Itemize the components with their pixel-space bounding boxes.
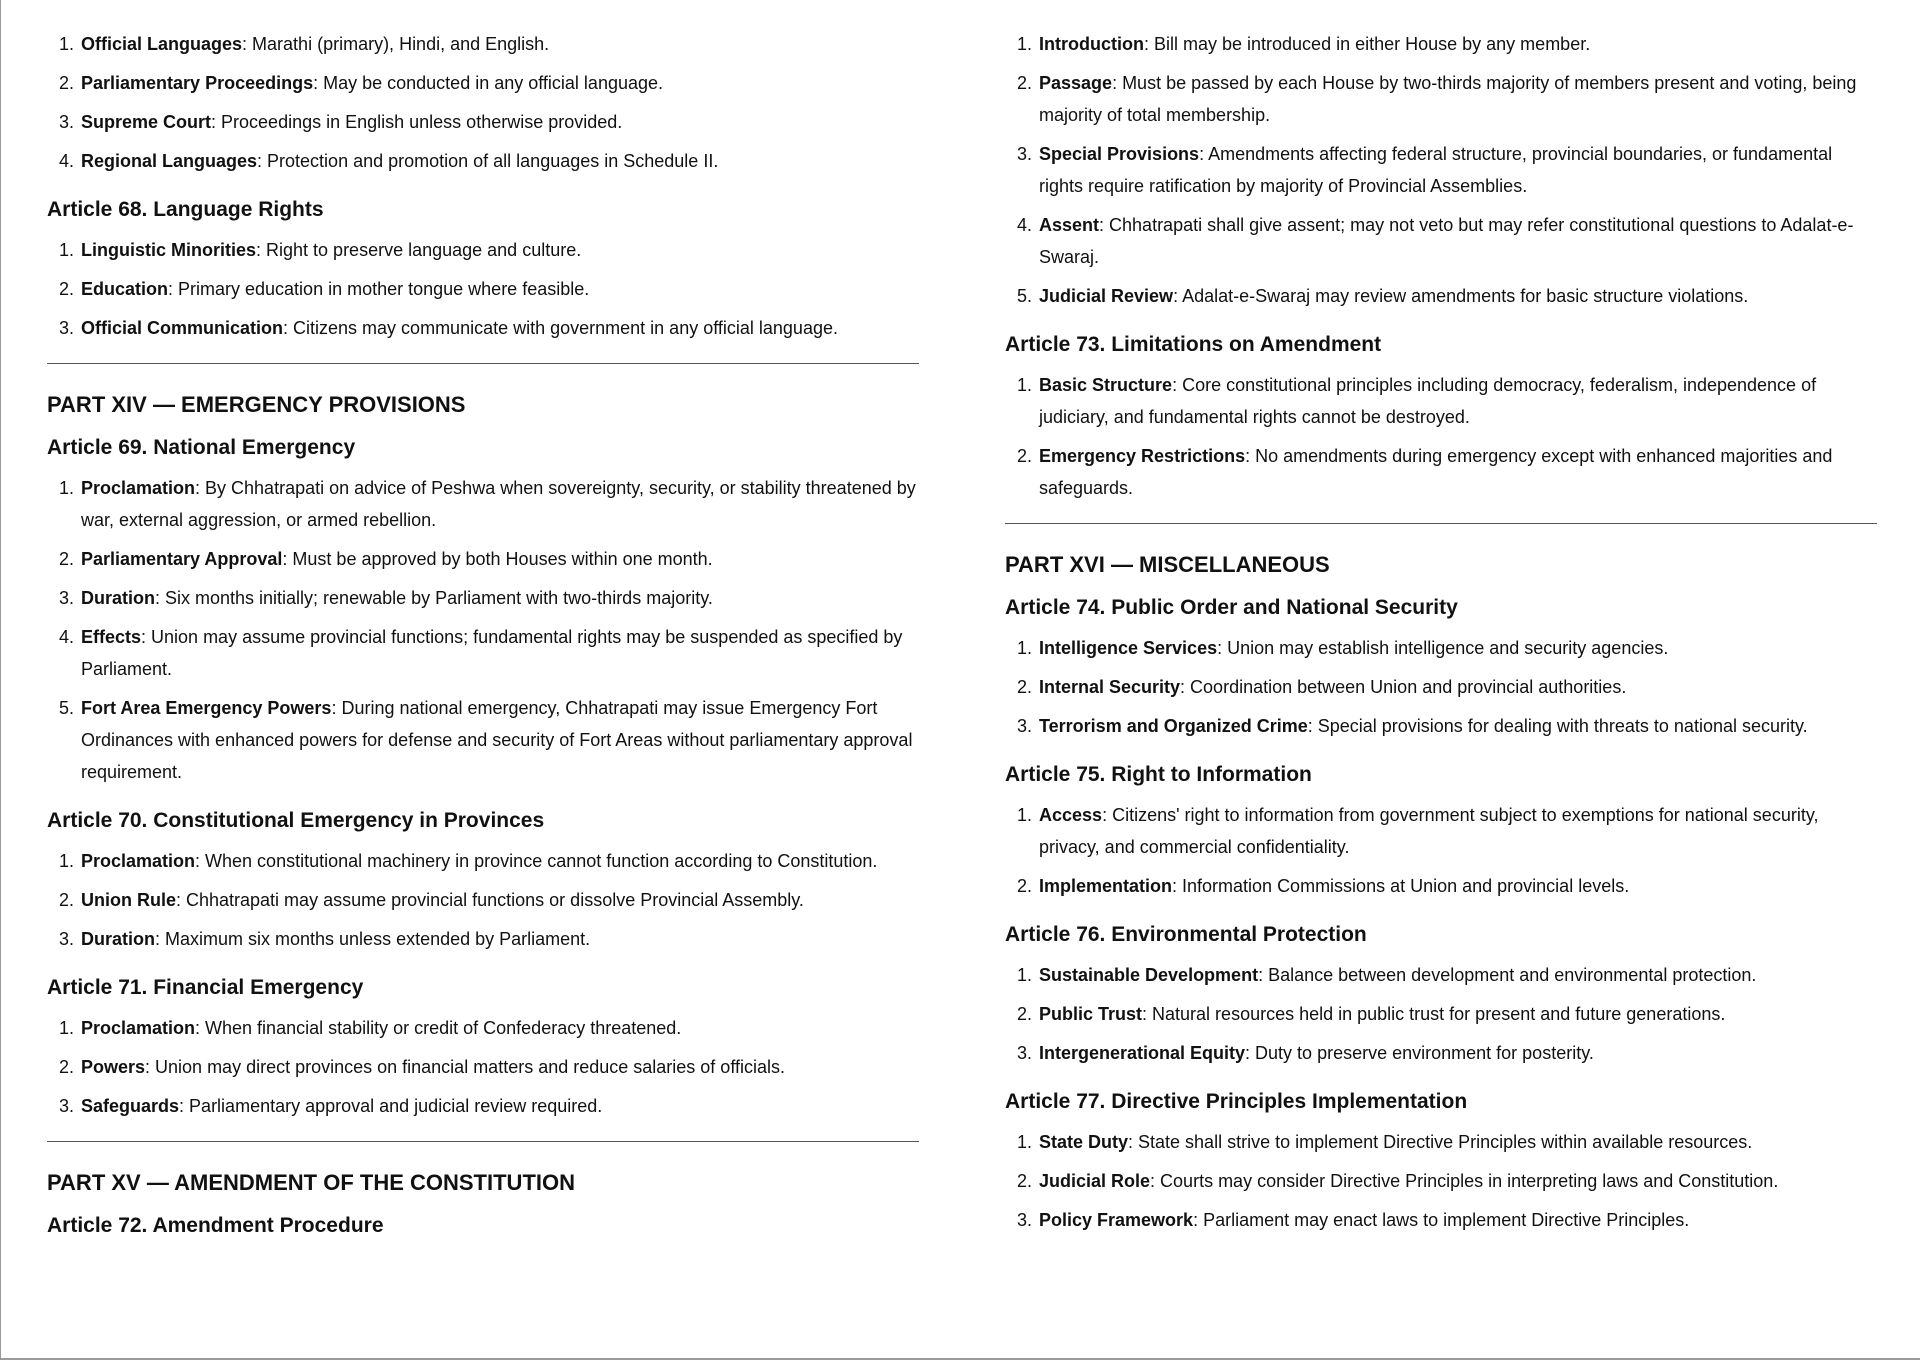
clause-term: Terrorism and Organized Crime [1039, 716, 1308, 736]
clause-number: 2. [59, 279, 75, 299]
clause-text: : Parliamentary approval and judicial review required. [179, 1096, 603, 1116]
clause-text: : Duty to preserve environment for posterity. [1245, 1043, 1594, 1063]
article-75-heading: Article 75. Right to Information [1005, 763, 1312, 786]
section-divider [47, 1141, 919, 1142]
article-77-heading: Article 77. Directive Principles Implementation [1005, 1090, 1468, 1113]
clause-term: Powers [81, 1057, 146, 1077]
article-75-list [1005, 799, 1877, 902]
article-73-list [1005, 369, 1877, 504]
clause-term: Implementation [1039, 876, 1173, 896]
clause-item [1017, 28, 1877, 60]
clause-number: 1. [1017, 805, 1033, 825]
clause-text: : Courts may consider Directive Principles in interpreting laws and Constitution. [1150, 1171, 1779, 1191]
clause-number: 3. [59, 588, 75, 608]
clause-term: Access [1039, 805, 1103, 825]
clause-item [1017, 959, 1877, 991]
clause-text: : Chhatrapati shall give assent; may not veto but may refer constitutional questions to Adalat-e-Swaraj. [1039, 215, 1854, 267]
clause-number: 3. [59, 112, 75, 132]
clause-number: 2. [1017, 1171, 1033, 1191]
clause-item [1017, 67, 1877, 131]
clause-term: Emergency Restrictions [1039, 446, 1246, 466]
clause-term: Regional Languages [81, 151, 258, 171]
clause-term: Introduction [1039, 34, 1144, 54]
clause-item [1017, 138, 1877, 202]
article-74-heading: Article 74. Public Order and National Security [1005, 596, 1458, 619]
clause-number: 1. [1017, 34, 1033, 54]
clause-number: 1. [1017, 965, 1033, 985]
clause-number: 3. [59, 1096, 75, 1116]
clause-term: Official Communication [81, 318, 284, 338]
clause-text: : Union may assume provincial functions; fundamental rights may be suspended as specified by Parliament. [81, 627, 903, 679]
clause-text: : Natural resources held in public trust for present and future generations. [1142, 1004, 1726, 1024]
clause-term: Sustainable Development [1039, 965, 1259, 985]
clause-text: : Citizens' right to information from government subject to exemptions for national security, privacy, and commercial confidentiality. [1039, 805, 1819, 857]
clause-term: Policy Framework [1039, 1210, 1194, 1230]
clause-term: Union Rule [81, 890, 176, 910]
clause-text: : State shall strive to implement Directive Principles within available resources. [1128, 1132, 1753, 1152]
clause-term: Proclamation [81, 1018, 196, 1038]
clause-text: : Must be passed by each House by two-thirds majority of members present and voting, being majority of total membership. [1039, 73, 1857, 125]
clause-text: : Bill may be introduced in either House by any member. [1143, 34, 1591, 54]
article-73-heading: Article 73. Limitations on Amendment [1005, 333, 1382, 356]
article-76-list [1005, 959, 1877, 1069]
clause-number: 2. [1017, 1004, 1033, 1024]
clause-term: Special Provisions [1039, 144, 1200, 164]
clause-item [1017, 710, 1877, 742]
article-67-list [47, 28, 919, 177]
clause-item [59, 67, 919, 99]
clause-text: : Union may establish intelligence and security agencies. [1217, 638, 1669, 658]
clause-number: 2. [1017, 446, 1033, 466]
clause-item [59, 621, 919, 685]
article-72-heading: Article 72. Amendment Procedure [47, 1214, 384, 1237]
clause-text: : May be conducted in any official language. [313, 73, 664, 93]
clause-item [1017, 632, 1877, 664]
clause-item [1017, 1165, 1877, 1197]
clause-term: Intergenerational Equity [1039, 1043, 1246, 1063]
clause-text: : Marathi (primary), Hindi, and English. [242, 34, 550, 54]
clause-term: Public Trust [1039, 1004, 1143, 1024]
clause-number: 4. [59, 627, 75, 647]
clause-number: 2. [59, 549, 75, 569]
article-68-heading: Article 68. Language Rights [47, 198, 324, 221]
clause-item [59, 145, 919, 177]
clause-number: 1. [59, 240, 75, 260]
clause-text: : Adalat-e-Swaraj may review amendments for basic structure violations. [1173, 286, 1749, 306]
clause-text: : When financial stability or credit of Confederacy threatened. [195, 1018, 682, 1038]
clause-number: 1. [59, 478, 75, 498]
clause-term: Education [81, 279, 169, 299]
article-68-list [47, 234, 919, 344]
section-divider [1005, 523, 1877, 524]
article-71-list [47, 1012, 919, 1122]
clause-term: Proclamation [81, 851, 196, 871]
clause-item [59, 845, 919, 877]
clause-number: 5. [59, 698, 75, 718]
clause-number: 3. [1017, 1210, 1033, 1230]
clause-term: State Duty [1039, 1132, 1129, 1152]
clause-item [59, 923, 919, 955]
article-70-heading: Article 70. Constitutional Emergency in Provinces [47, 809, 545, 832]
clause-text: : Balance between development and environmental protection. [1258, 965, 1757, 985]
clause-item [1017, 1204, 1877, 1236]
clause-item [59, 472, 919, 536]
clause-term: Safeguards [81, 1096, 180, 1116]
clause-term: Basic Structure [1039, 375, 1173, 395]
clause-item [59, 543, 919, 575]
article-72-list [1005, 28, 1877, 312]
clause-term: Parliamentary Approval [81, 549, 283, 569]
clause-text: : Amendments affecting federal structure, provincial boundaries, or fundamental rights require ratification by majority of Provincial Assemblies. [1039, 144, 1833, 196]
page-left-border [0, 0, 1, 1360]
article-74-list [1005, 632, 1877, 742]
article-70-list [47, 845, 919, 955]
clause-number: 2. [1017, 73, 1033, 93]
clause-item [59, 28, 919, 60]
clause-item [59, 1051, 919, 1083]
article-76-heading: Article 76. Environmental Protection [1005, 923, 1367, 946]
clause-text: : By Chhatrapati on advice of Peshwa when sovereignty, security, or stability threatened by war, external aggression, or armed rebellion. [81, 478, 916, 530]
clause-number: 1. [1017, 638, 1033, 658]
clause-text: : Must be approved by both Houses within one month. [282, 549, 713, 569]
clause-item [59, 106, 919, 138]
clause-number: 2. [59, 1057, 75, 1077]
clause-item [59, 884, 919, 916]
clause-text: : Chhatrapati may assume provincial functions or dissolve Provincial Assembly. [176, 890, 804, 910]
section-divider [47, 363, 919, 364]
clause-text: : Coordination between Union and provincial authorities. [1180, 677, 1627, 697]
clause-number: 1. [59, 34, 75, 54]
clause-text: : When constitutional machinery in province cannot function according to Constitution. [195, 851, 878, 871]
part-xv-heading: PART XV — AMENDMENT OF THE CONSTITUTION [47, 1170, 575, 1195]
clause-term: Duration [81, 929, 155, 949]
clause-text: : Core constitutional principles including democracy, federalism, independence of judiciary, and fundamental rights cannot be destroyed. [1039, 375, 1817, 427]
clause-number: 3. [1017, 716, 1033, 736]
clause-text: : Maximum six months unless extended by Parliament. [155, 929, 591, 949]
clause-number: 3. [1017, 144, 1033, 164]
clause-item [59, 273, 919, 305]
clause-text: : Protection and promotion of all languages in Schedule II. [257, 151, 719, 171]
clause-number: 3. [59, 929, 75, 949]
clause-item [59, 1012, 919, 1044]
part-xiv-heading: PART XIV — EMERGENCY PROVISIONS [47, 392, 466, 417]
clause-text: : Parliament may enact laws to implement Directive Principles. [1193, 1210, 1690, 1230]
clause-term: Assent [1039, 215, 1100, 235]
clause-text: : Special provisions for dealing with threats to national security. [1307, 716, 1808, 736]
clause-text: : No amendments during emergency except with enhanced majorities and safeguards. [1039, 446, 1833, 498]
clause-text: : Citizens may communicate with government in any official language. [283, 318, 838, 338]
clause-number: 1. [1017, 375, 1033, 395]
article-77-list [1005, 1126, 1877, 1236]
clause-number: 1. [1017, 1132, 1033, 1152]
clause-item [59, 582, 919, 614]
clause-term: Supreme Court [81, 112, 212, 132]
clause-item [59, 1090, 919, 1122]
clause-item [1017, 280, 1877, 312]
clause-item [1017, 1126, 1877, 1158]
clause-term: Intelligence Services [1039, 638, 1218, 658]
left-column [47, 28, 919, 1250]
article-71-heading: Article 71. Financial Emergency [47, 976, 364, 999]
clause-term: Duration [81, 588, 155, 608]
clause-number: 2. [59, 890, 75, 910]
clause-term: Judicial Role [1039, 1171, 1151, 1191]
clause-text: : Proceedings in English unless otherwise provided. [211, 112, 623, 132]
clause-term: Internal Security [1039, 677, 1181, 697]
clause-item [59, 692, 919, 788]
clause-term: Parliamentary Proceedings [81, 73, 314, 93]
clause-text: : Union may direct provinces on financial matters and reduce salaries of officials. [145, 1057, 786, 1077]
clause-item [1017, 209, 1877, 273]
clause-term: Effects [81, 627, 142, 647]
clause-number: 1. [59, 851, 75, 871]
clause-term: Fort Area Emergency Powers [81, 698, 332, 718]
right-column [1005, 28, 1877, 1255]
clause-text: : Primary education in mother tongue where feasible. [168, 279, 590, 299]
clause-text: : Right to preserve language and culture. [256, 240, 582, 260]
clause-number: 2. [1017, 677, 1033, 697]
clause-item [1017, 440, 1877, 504]
clause-term: Judicial Review [1039, 286, 1174, 306]
clause-item [1017, 671, 1877, 703]
clause-number: 2. [1017, 876, 1033, 896]
clause-item [59, 312, 919, 344]
part-xvi-heading: PART XVI — MISCELLANEOUS [1005, 552, 1330, 577]
clause-term: Official Languages [81, 34, 243, 54]
clause-number: 4. [59, 151, 75, 171]
clause-text: : Information Commissions at Union and provincial levels. [1172, 876, 1630, 896]
clause-text: : During national emergency, Chhatrapati may issue Emergency Fort Ordinances with enhanced powers for defense and security of Fort Areas without parliamentary approval requirement. [81, 698, 913, 782]
clause-item [1017, 870, 1877, 902]
clause-item [1017, 799, 1877, 863]
clause-number: 4. [1017, 215, 1033, 235]
clause-number: 1. [59, 1018, 75, 1038]
clause-item [59, 234, 919, 266]
clause-number: 3. [59, 318, 75, 338]
clause-term: Linguistic Minorities [81, 240, 257, 260]
clause-item [1017, 1037, 1877, 1069]
clause-item [1017, 998, 1877, 1030]
clause-number: 5. [1017, 286, 1033, 306]
clause-term: Passage [1039, 73, 1113, 93]
clause-term: Proclamation [81, 478, 196, 498]
clause-number: 3. [1017, 1043, 1033, 1063]
clause-item [1017, 369, 1877, 433]
article-69-heading: Article 69. National Emergency [47, 436, 356, 459]
clause-text: : Six months initially; renewable by Parliament with two-thirds majority. [155, 588, 713, 608]
article-69-list [47, 472, 919, 788]
clause-number: 2. [59, 73, 75, 93]
